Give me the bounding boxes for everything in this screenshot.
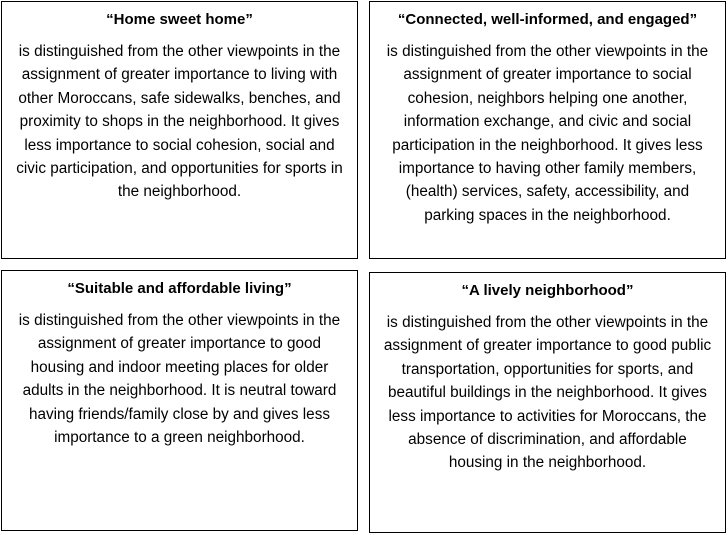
viewpoint-title: “Home sweet home” — [106, 11, 253, 28]
viewpoint-box-lively-neighborhood — [369, 272, 726, 533]
viewpoint-description: is distinguished from the other viewpoints in the assignment of greater importance to social cohesion, neighbors helping one another, information exchange, and civic and social participation in the neighborhood. It gives less importance to having other family members, (health) services, safety, accessibility, and parking spaces in the neighborhood. — [386, 43, 709, 224]
viewpoint-description: is distinguished from the other viewpoints in the assignment of greater importance to living with other Moroccans, safe sidewalks, benches, and proximity to shops in the neighborhood. It gives less importance to social cohesion, social and civic participation, and opportunities for sports in the neighborhood. — [16, 43, 343, 201]
viewpoint-description: is distinguished from the other viewpoints in the assignment of greater importance to good public transportation, opportunities for sports, and beautiful buildings in the neighborhood. It gives less importance to activities for Moroccans, the absence of discrimination, and affordable housing in the neighborhood. — [383, 314, 712, 472]
viewpoint-box-suitable-affordable-living — [1, 270, 358, 531]
viewpoint-title: “A lively neighborhood” — [461, 282, 634, 299]
viewpoint-box-connected-well-informed-engaged — [369, 1, 726, 259]
viewpoint-description: is distinguished from the other viewpoints in the assignment of greater importance to good housing and indoor meeting places for older adults in the neighborhood. It is neutral toward having friends/family close by and gives less importance to a green neighborhood. — [18, 312, 341, 447]
viewpoint-title: “Suitable and affordable living” — [67, 280, 292, 297]
viewpoint-title: “Connected, well-informed, and engaged” — [397, 11, 698, 28]
viewpoint-box-home-sweet-home — [1, 1, 358, 259]
